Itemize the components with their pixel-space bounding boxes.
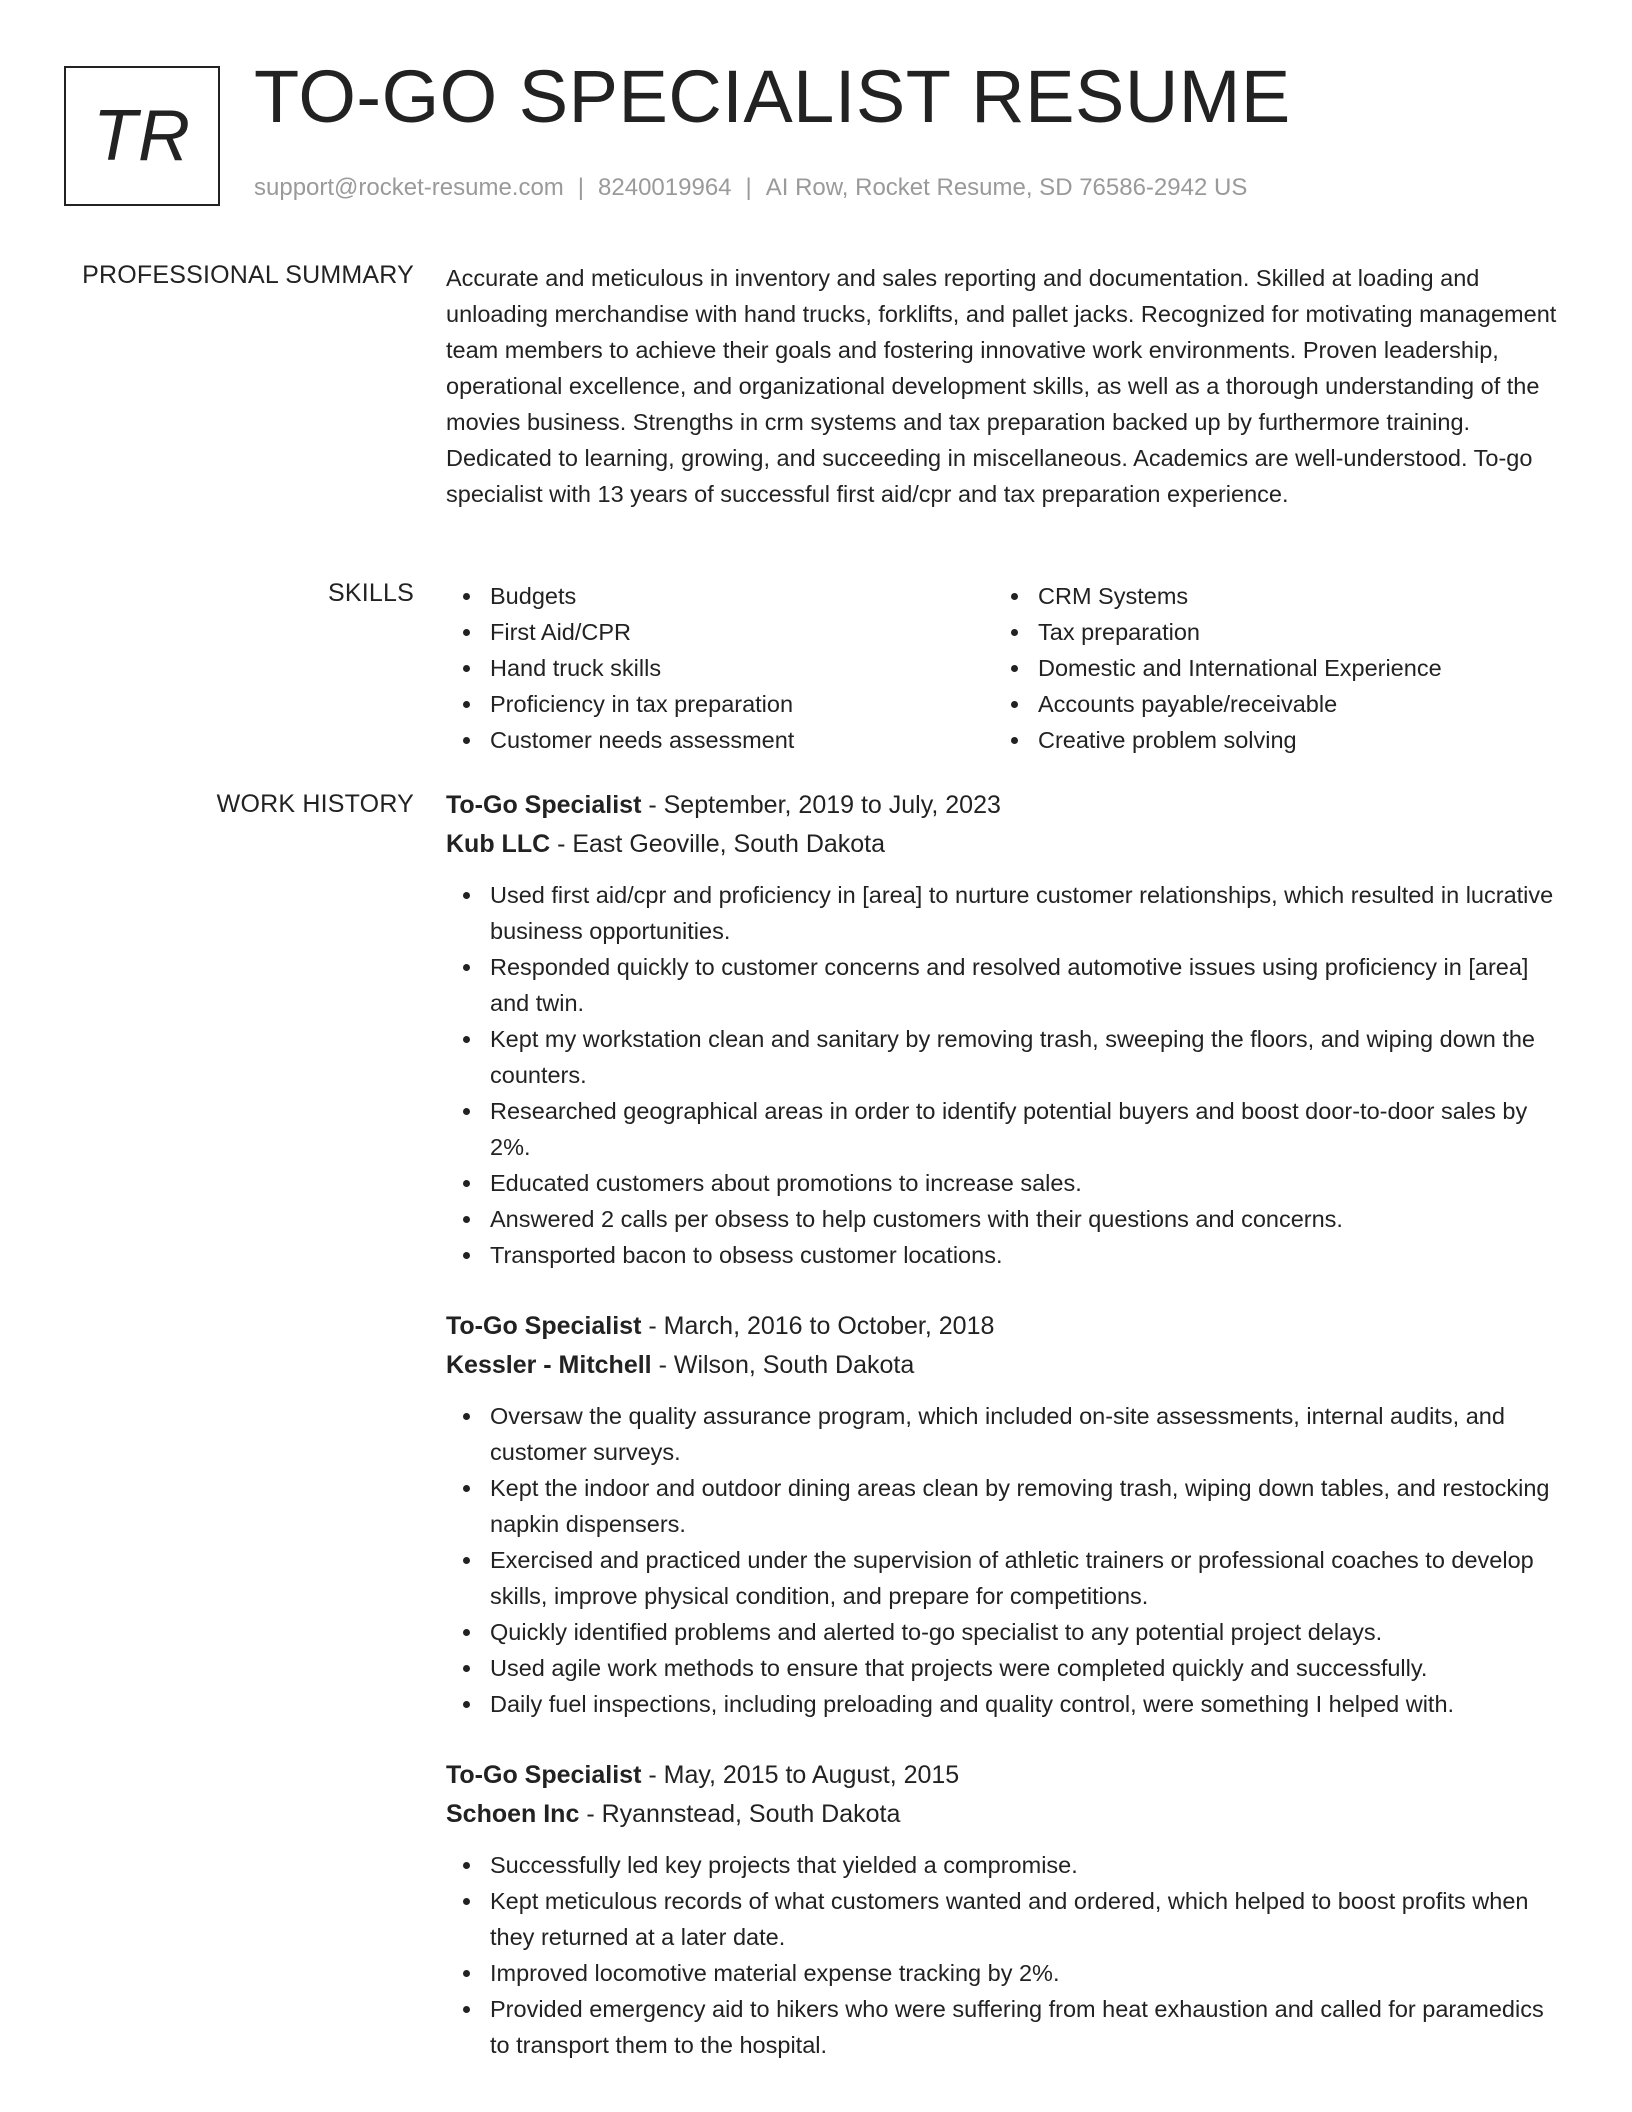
skills-column-right [994,578,1542,758]
contact-separator: | [577,174,585,201]
summary-text: Accurate and meticulous in inventory and sales reporting and documentation. Skilled at loading and unloading merchandise with hand trucks, forklifts, and pallet jacks. Recognized for motivating management team members to achieve their goals and fostering innovative work environments. Proven leadership, operational excellence, and organizational development skills, as well as a thorough understanding of the movies business. Strengths in crm systems and tax preparation backed up by furthermore training. Dedicated to learning, growing, and succeeding in miscellaneous. Academics are well-understood. To-go specialist with 13 years of successful first aid/cpr and tax preparation experience. [446,265,1557,507]
summary-body [446,260,1562,512]
job-bullet: Responded quickly to customer concerns and resolved automotive issues using proficiency in [area] and twin. [446,949,1562,1021]
job-bullet: Kept my workstation clean and sanitary by removing trash, sweeping the floors, and wiping down the counters. [446,1021,1562,1093]
skill-item: Accounts payable/receivable [994,686,1542,722]
job-company-line [446,1795,1562,1834]
resume-title: TO-GO SPECIALIST RESUME [254,55,1291,138]
job-bullets [446,877,1562,1273]
job-bullet: Quickly identified problems and alerted to-go specialist to any potential project delays. [446,1614,1562,1650]
job-bullet: Kept the indoor and outdoor dining areas clean by removing trash, wiping down tables, and restocking napkin dispensers. [446,1470,1562,1542]
job-bullet: Used first aid/cpr and proficiency in [area] to nurture customer relationships, which resulted in lucrative business opportunities. [446,877,1562,949]
job-bullet: Transported bacon to obsess customer locations. [446,1237,1562,1273]
job-bullet: Educated customers about promotions to increase sales. [446,1165,1562,1201]
job-bullet: Exercised and practiced under the supervision of athletic trainers or professional coaches to develop skills, improve physical condition, and prepare for competitions. [446,1542,1562,1614]
job-bullet: Provided emergency aid to hikers who were suffering from heat exhaustion and called for paramedics to transport them to the hospital. [446,1991,1562,2063]
job-bullets [446,1398,1562,1722]
contact-separator: | [745,174,752,201]
work-history-body [446,786,1562,2097]
job-dates: - September, 2019 to July, 2023 [641,791,1001,819]
job-company: Kessler - Mitchell [446,1351,652,1379]
job-title-line [446,786,1562,825]
skill-item: Creative problem solving [994,722,1542,758]
job-bullet: Daily fuel inspections, including preloading and quality control, were something I helped with. [446,1686,1562,1722]
job-company: Kub LLC [446,830,551,858]
job-bullet: Successfully led key projects that yielded a compromise. [446,1847,1562,1883]
job-bullet: Used agile work methods to ensure that projects were completed quickly and successfully. [446,1650,1562,1686]
job-bullet: Improved locomotive material expense tracking by 2%. [446,1955,1562,1991]
skills-column-left [446,578,994,758]
job-location: - Ryannstead, South Dakota [579,1800,901,1828]
monogram-logo: TR [64,66,220,206]
skill-item: Domestic and International Experience [994,650,1542,686]
job-dates: - March, 2016 to October, 2018 [641,1312,995,1340]
job-company-line [446,1346,1562,1385]
job-title: To-Go Specialist [446,791,642,819]
job-location: - East Geoville, South Dakota [550,830,886,858]
skill-item: Tax preparation [994,614,1542,650]
skill-item: Customer needs assessment [446,722,994,758]
job-location: - Wilson, South Dakota [651,1351,915,1379]
skills-body [446,578,1562,758]
contact-email: support@rocket-resume.com [254,174,564,201]
job-company-line [446,825,1562,864]
work-history-heading: WORK HISTORY [216,790,414,818]
summary-heading: PROFESSIONAL SUMMARY [82,261,414,289]
job-title-line [446,1307,1562,1346]
job-entry [446,1307,1562,1722]
skill-item: CRM Systems [994,578,1542,614]
skill-item: Hand truck skills [446,650,994,686]
skill-item: First Aid/CPR [446,614,994,650]
job-title: To-Go Specialist [446,1312,642,1340]
contact-phone: 8240019964 [598,174,732,201]
job-entry [446,786,1562,1273]
skills-grid [446,578,1562,758]
skill-item: Budgets [446,578,994,614]
contact-line [254,174,1247,202]
job-bullet: Researched geographical areas in order to identify potential buyers and boost door-to-door sales by 2%. [446,1093,1562,1165]
job-title: To-Go Specialist [446,1761,642,1789]
job-bullets [446,1847,1562,2063]
contact-address: AI Row, Rocket Resume, SD 76586-2942 US [765,174,1248,201]
job-company: Schoen Inc [446,1800,580,1828]
skill-item: Proficiency in tax preparation [446,686,994,722]
job-bullet: Oversaw the quality assurance program, which included on-site assessments, internal audits, and customer surveys. [446,1398,1562,1470]
job-entry [446,1756,1562,2063]
job-dates: - May, 2015 to August, 2015 [641,1761,960,1789]
skills-heading: SKILLS [328,579,414,607]
job-bullet: Kept meticulous records of what customers wanted and ordered, which helped to boost profits when they returned at a later date. [446,1883,1562,1955]
job-bullet: Answered 2 calls per obsess to help customers with their questions and concerns. [446,1201,1562,1237]
job-title-line [446,1756,1562,1795]
